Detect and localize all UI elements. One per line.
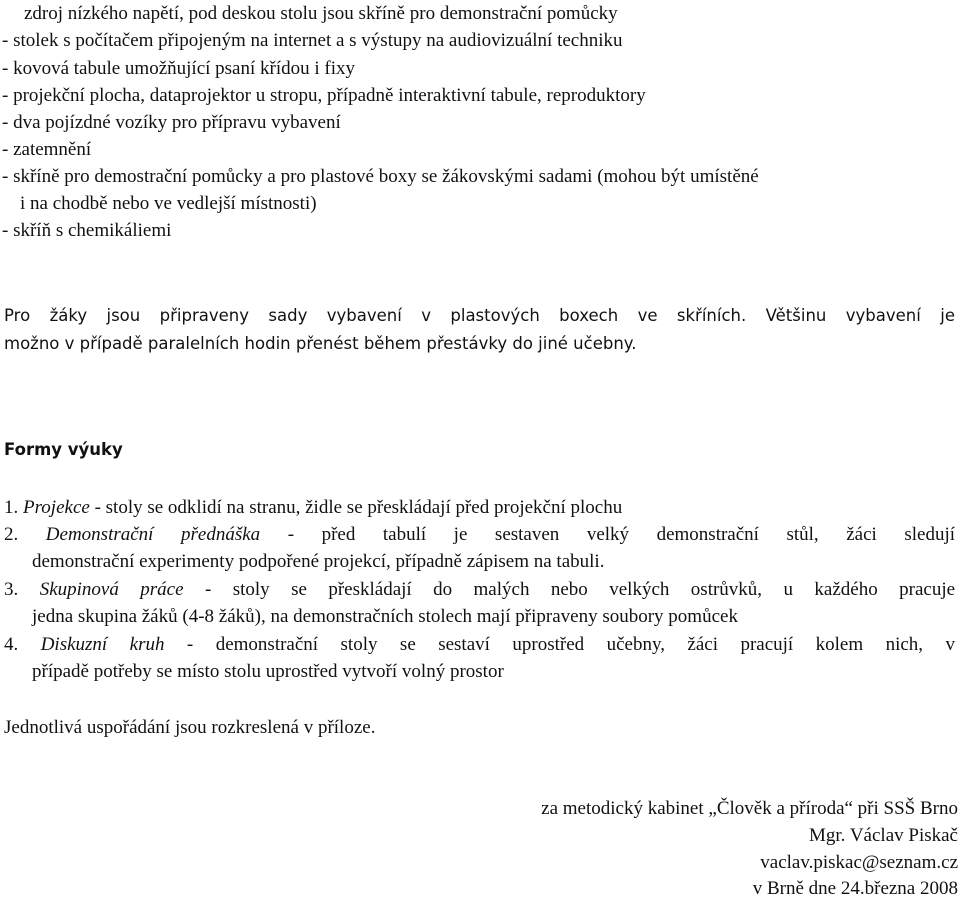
form-term: Projekce [23, 497, 90, 518]
paragraph-sets-line-2: možno v případě paralelních hodin přenést během přestávky do jiné učebny. [4, 334, 637, 353]
form-term: Demonstrační přednáška [45, 524, 261, 545]
form-description: - před tabulí je sestaven velký demonstrační stůl, žáci sledují [260, 524, 956, 545]
form-description: - demonstrační stoly se sestaví uprostřed učebny, žáci pracují kolem nich, v [164, 634, 955, 655]
form-item-2-continuation: demonstrační experimenty podpořené projekcí, případně zápisem na tabuli. [32, 551, 605, 572]
attachment-note: Jednotlivá uspořádání jsou rozkreslená v příloze. [4, 717, 376, 738]
equipment-item-6: - zatemnění [2, 139, 92, 160]
signature-name: Mgr. Václav Piskač [809, 825, 958, 846]
form-item-4-continuation: případě potřeby se místo stolu uprostřed vytvoří volný prostor [32, 661, 504, 682]
signature-date: v Brně dne 24.března 2008 [752, 878, 958, 899]
form-number: 2. [4, 524, 19, 545]
form-number: 3. [4, 579, 19, 600]
paragraph-sets-line-1: Pro žáky jsou připraveny sady vybavení v plastových boxech ve skříních. Většinu vybavení je [4, 306, 955, 325]
signature-email: vaclav.piskac@seznam.cz [760, 852, 958, 873]
form-description: - stoly se odklidí na stranu, židle se přeskládají před projekční plochu [89, 497, 623, 518]
equipment-item-3: - kovová tabule umožňující psaní křídou i fixy [2, 58, 356, 79]
equipment-item-7-continuation: i na chodbě nebo ve vedlejší místnosti) [20, 193, 317, 214]
equipment-item-4: - projekční plocha, dataprojektor u stropu, případně interaktivní tabule, reproduktory [2, 85, 646, 106]
equipment-item-1: zdroj nízkého napětí, pod deskou stolu jsou skříně pro demonstrační pomůcky [24, 3, 618, 24]
form-number: 1. [4, 497, 19, 518]
form-term: Skupinová práce [39, 579, 184, 600]
form-item-3 [4, 577, 955, 603]
form-term: Diskuzní kruh [40, 634, 165, 655]
form-item-4 [4, 632, 955, 658]
form-item-1 [4, 495, 622, 521]
form-description: - stoly se přeskládají do malých nebo velkých ostrůvků, u každého pracuje [183, 579, 956, 600]
equipment-item-5: - dva pojízdné vozíky pro přípravu vybavení [2, 112, 341, 133]
equipment-item-2: - stolek s počítačem připojeným na internet a s výstupy na audiovizuální techniku [2, 30, 623, 51]
signature-line-1: za metodický kabinet „Člověk a příroda“ při SSŠ Brno [541, 798, 958, 819]
equipment-item-8: - skříň s chemikáliemi [2, 220, 172, 241]
form-item-2 [4, 522, 955, 548]
form-number: 4. [4, 634, 19, 655]
form-item-3-continuation: jedna skupina žáků (4-8 žáků), na demonstračních stolech mají připraveny soubory pomůcek [32, 606, 738, 627]
equipment-item-7: - skříně pro demostrační pomůcky a pro plastové boxy se žákovskými sadami (mohou být umístěné [2, 166, 759, 187]
section-heading: Formy výuky [4, 440, 123, 459]
